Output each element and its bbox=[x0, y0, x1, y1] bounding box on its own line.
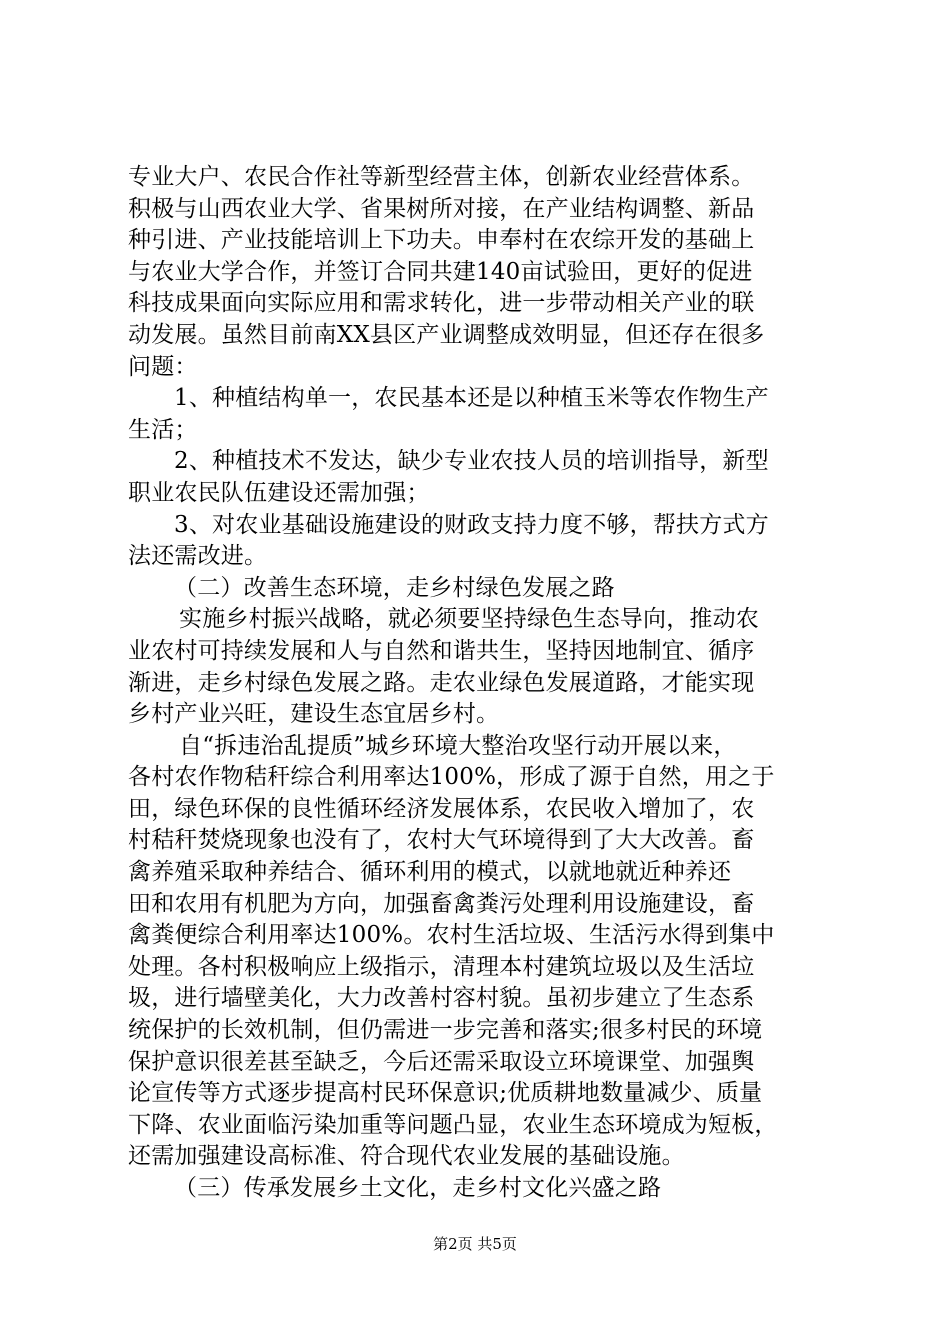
text-line: 2、种植技术不发达，缺少专业农技人员的培训指导，新型 bbox=[174, 448, 769, 475]
section-heading-line: （三）传承发展乡土文化，走乡村文化兴盛之路 bbox=[174, 1175, 662, 1201]
text-line: 村秸秆焚烧现象也没有了，农村大气环境得到了大大改善。畜 bbox=[128, 827, 755, 854]
text-line: 禽养殖采取种养结合、循环利用的模式，以就地就近种养还 bbox=[128, 859, 732, 886]
text-line: 保护意识很差甚至缺乏，今后还需采取设立环境课堂、加强舆 bbox=[128, 1048, 755, 1075]
text-line: 种引进、产业技能培训上下功夫。申奉村在农综开发的基础上 bbox=[128, 227, 755, 254]
text-line: 处理。各村积极响应上级指示，清理本村建筑垃圾以及生活垃 bbox=[128, 953, 755, 980]
text-line: 1、种植结构单一，农民基本还是以种植玉米等农作物生产 bbox=[174, 385, 769, 412]
text-line: 业农村可持续发展和人与自然和谐共生，坚持因地制宜、循序 bbox=[128, 637, 755, 664]
section-heading-line: （二）改善生态环境，走乡村绿色发展之路 bbox=[174, 574, 615, 601]
text-line: 田，绿色环保的良性循环经济发展体系，农民收入增加了，农 bbox=[128, 795, 755, 822]
text-line: 田和农用有机肥为方向，加强畜禽粪污处理利用设施建设，畜 bbox=[128, 890, 755, 917]
text-line: 下降、农业面临污染加重等问题凸显，农业生态环境成为短板， bbox=[128, 1111, 778, 1138]
text-line: 乡村产业兴旺，建设生态宜居乡村。 bbox=[128, 701, 500, 728]
text-line: 渐进，走乡村绿色发展之路。走农业绿色发展道路，才能实现 bbox=[128, 669, 755, 696]
text-line: 禽粪便综合利用率达100%。农村生活垃圾、生活污水得到集中 bbox=[128, 922, 775, 949]
page-number-footer: 第2页 共5页 bbox=[433, 1235, 517, 1253]
text-line: 统保护的长效机制，但仍需进一步完善和落实;很多村民的环境 bbox=[128, 1017, 763, 1044]
text-line: 各村农作物秸秆综合利用率达100%，形成了源于自然，用之于 bbox=[128, 764, 775, 791]
text-line: 3、对农业基础设施建设的财政支持力度不够，帮扶方式方 bbox=[174, 511, 769, 538]
document-body bbox=[128, 162, 840, 1205]
text-line: 自“拆违治乱提质”城乡环境大整治攻坚行动开展以来， bbox=[179, 732, 737, 759]
text-line: 圾，进行墙壁美化，大力改善村容村貌。虽初步建立了生态系 bbox=[128, 985, 755, 1012]
text-line: 科技成果面向实际应用和需求转化，进一步带动相关产业的联 bbox=[128, 290, 755, 317]
text-line: 专业大户、农民合作社等新型经营主体，创新农业经营体系。 bbox=[128, 164, 755, 190]
text-line: 实施乡村振兴战略，就必须要坚持绿色生态导向，推动农 bbox=[179, 606, 759, 633]
text-line: 职业农民队伍建设还需加强； bbox=[128, 479, 430, 506]
text-line: 问题： bbox=[128, 353, 198, 380]
text-line: 还需加强建设高标准、符合现代农业发展的基础设施。 bbox=[128, 1143, 685, 1170]
text-line: 动发展。虽然目前南XX县区产业调整成效明显，但还存在很多 bbox=[128, 321, 765, 348]
text-line: 论宣传等方式逐步提高村民环保意识;优质耕地数量减少、质量 bbox=[128, 1080, 763, 1107]
text-line: 生活； bbox=[128, 416, 198, 443]
text-line: 与农业大学合作，并签订合同共建140亩试验田，更好的促进 bbox=[128, 258, 753, 285]
text-line: 法还需改进。 bbox=[128, 543, 268, 570]
text-line: 积极与山西农业大学、省果树所对接，在产业结构调整、新品 bbox=[128, 195, 755, 222]
